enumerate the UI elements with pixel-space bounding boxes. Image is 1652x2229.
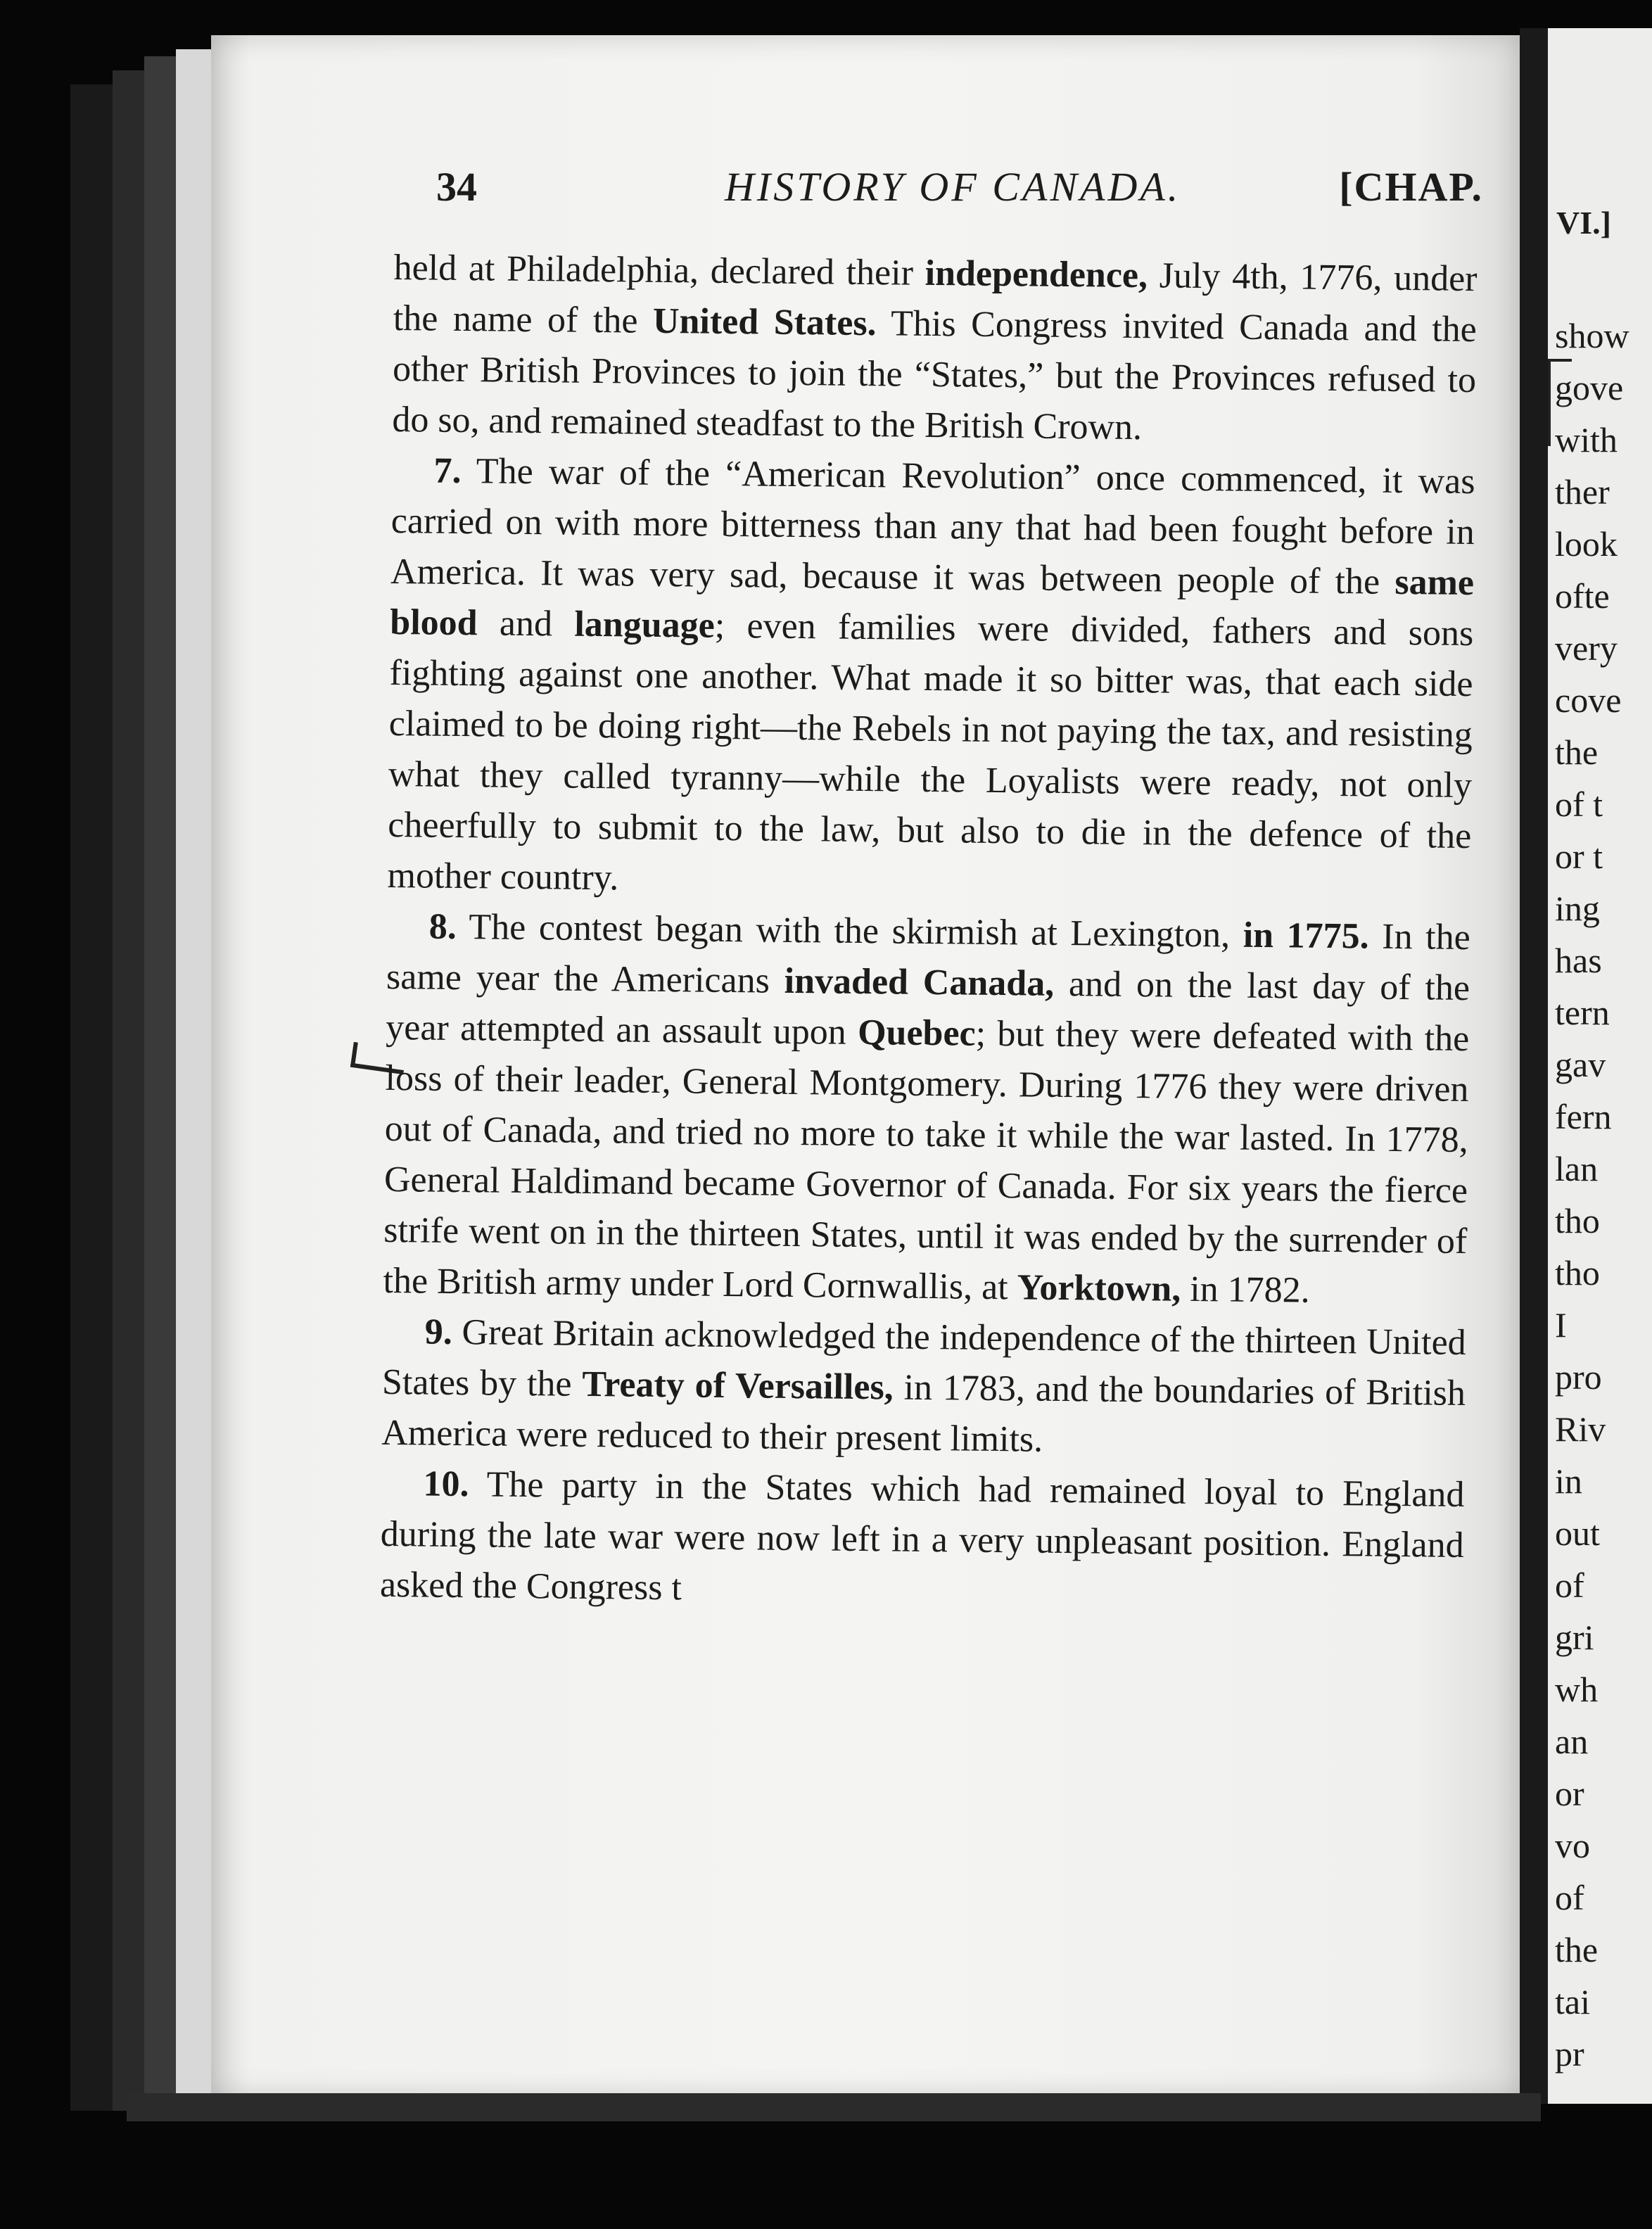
bold-term: language: [574, 604, 716, 646]
right-line-fragment: very: [1555, 628, 1618, 668]
right-line-fragment: I: [1555, 1305, 1567, 1345]
right-line-fragment: cove: [1555, 680, 1622, 720]
text-run: and on the last day of the year attempted an assault upon: [386, 963, 1470, 1053]
right-line-fragment: Riv: [1555, 1409, 1606, 1449]
bold-term: United States.: [652, 300, 877, 344]
right-line-fragment: of: [1555, 1566, 1584, 1605]
page-header: [436, 163, 1492, 220]
right-line-fragment: or: [1555, 1774, 1584, 1813]
right-line-fragment: lan: [1555, 1149, 1599, 1188]
paragraph-number: 8.: [428, 906, 457, 947]
right-line-fragment: the: [1555, 1930, 1599, 1969]
right-line-fragment: tho: [1555, 1201, 1600, 1240]
right-line-fragment: out: [1555, 1513, 1600, 1553]
book-gutter: [1520, 28, 1548, 2104]
text-run: held at Philadelphia, declared their: [393, 247, 925, 293]
right-line-fragment: has: [1555, 941, 1602, 980]
right-line-fragment: ofte: [1555, 576, 1610, 616]
paragraph-number: 10.: [423, 1463, 469, 1505]
text-run: Great Britain acknowledged the independence of the thirteen United States by the: [381, 1312, 1467, 1404]
bold-term: Treaty of Versailles,: [582, 1364, 894, 1408]
right-line-fragment: of: [1555, 1878, 1584, 1917]
text-run: July 4th, 1776, under the name of the: [393, 255, 1478, 341]
page-bottom-edge: [127, 2093, 1541, 2121]
right-line-fragment: fern: [1555, 1097, 1612, 1136]
bold-term: invaded Canada,: [784, 960, 1055, 1004]
right-line-fragment: pro: [1555, 1357, 1602, 1397]
bold-term: in 1775.: [1243, 915, 1370, 957]
bold-term: Quebec: [857, 1012, 976, 1054]
paragraph-8: [383, 901, 1470, 1318]
page-body: [380, 243, 1478, 1622]
right-line-fragment: gri: [1555, 1618, 1594, 1657]
text-run: and: [477, 603, 575, 644]
bold-term: same blood: [390, 561, 1475, 644]
text-run: The contest began with the skirmish at Lexington,: [456, 906, 1244, 955]
paragraph-number: 7.: [433, 450, 462, 492]
right-line-fragment: tai: [1555, 1982, 1590, 2021]
running-head: HISTORY OF CANADA.: [725, 164, 1181, 210]
right-line-fragment: in: [1555, 1461, 1582, 1501]
chapter-marker: [CHAP.: [1339, 164, 1483, 210]
paragraph-number: 9.: [424, 1312, 453, 1352]
right-page-fragment: [1548, 28, 1652, 2104]
right-page-lines: [1555, 310, 1629, 2080]
text-run: The party in the States which had remained loyal to England during the late war were now left in a very unpleasant position. England asked the Congress t: [379, 1464, 1465, 1608]
right-line-fragment: show: [1555, 316, 1629, 355]
page-number: 34: [436, 164, 477, 210]
right-line-fragment: tho: [1555, 1253, 1600, 1293]
right-page-header: [1556, 28, 1611, 241]
right-line-fragment: with: [1555, 420, 1618, 459]
bold-term: independence,: [925, 253, 1148, 296]
text-run: ; even families were divided, fathers and sons fighting against one another. What made it so bitter was, that each side claimed to be doing right—the Rebels in not paying the tax, and resisting what they called tyranny—while the Loyalists were ready, not only cheerfully to submit to the law, but also to die in the defence of the mother country.: [387, 605, 1474, 898]
paragraph-7: [387, 445, 1475, 913]
text-run: ; but they were defeated with the loss of their leader, General Montgomery. During 1776 they were driven out of Canada, and tried no more to take it while the war lasted. In 1778, General Haldimand became Governor of Canada. For six years the fierce strife went on in the thirteen States, until it was ended by the surrender of the British army under Lord Cornwallis, at: [383, 1013, 1470, 1308]
right-line-fragment: ther: [1555, 472, 1610, 512]
paragraph-9: [381, 1307, 1466, 1470]
text-run: in 1782.: [1180, 1269, 1310, 1311]
paragraph-10: [380, 1459, 1465, 1622]
right-line-fragment: ing: [1555, 889, 1600, 928]
right-line-fragment: gav: [1555, 1045, 1606, 1084]
right-line-fragment: wh: [1555, 1670, 1599, 1709]
right-line-fragment: look: [1555, 524, 1618, 564]
right-line-fragment: or t: [1555, 837, 1603, 876]
text-run: The war of the “American Revolution” once commenced, it was carried on with more bitterness than any that had been fought before in America. It was very sad, because it was between people of the: [390, 451, 1475, 602]
right-line-fragment: the: [1555, 732, 1599, 772]
right-line-fragment: of t: [1555, 785, 1603, 824]
bold-term: Yorktown,: [1017, 1267, 1181, 1309]
right-header-text: VI.]: [1556, 205, 1611, 241]
text-run: In the same year the Americans: [386, 916, 1471, 1001]
right-line-fragment: gove: [1555, 368, 1624, 407]
text-run: in 1783, and the boundaries of British America were reduced to their present limits.: [381, 1367, 1466, 1460]
right-line-fragment: an: [1555, 1722, 1589, 1761]
paragraph-6-end: [392, 243, 1478, 457]
right-line-fragment: tern: [1555, 993, 1610, 1032]
right-line-fragment: pr: [1555, 2034, 1584, 2074]
right-line-fragment: vo: [1555, 1826, 1590, 1865]
text-run: This Congress invited Canada and the other British Provinces to join the “States,” but the Provinces refused to do so, and remained steadfast to the British Crown.: [392, 303, 1478, 448]
